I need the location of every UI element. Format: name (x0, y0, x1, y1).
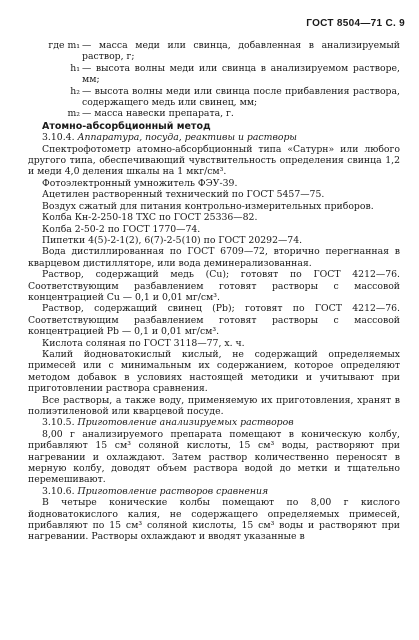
definition-text: — высота волны меди или свинца в анализируемом растворе, мм; (82, 62, 400, 86)
definitions-lead: где (48, 40, 65, 51)
subsection-title: Приготовление растворов сравнения (77, 485, 269, 497)
paragraph: Спектрофотометр атомно-абсорбционный типа «Сатурн» или любого другого типа, обеспечивающий чувствительность определения свинца 1,2 и меди 4,0 деления шкалы на 1 мкг/см³. (28, 143, 400, 178)
paragraph: Калий йодноватокислый кислый, не содержащий определяемых примесей или с минимальным их содержанием, которое определяют методом добавок в условиях настоящей методики и учитывают при приготовлении раствора сравнения. (28, 348, 400, 395)
definition-row (28, 86, 400, 109)
paragraph: Ацетилен растворенный технический по ГОСТ 5457—75. (42, 189, 325, 201)
definition-text: — высота волны меди или свинца после прибавления раствора, содержащего медь или свинец, мм; (82, 85, 400, 109)
paragraph: Колба 2-50-2 по ГОСТ 1770—74. (42, 223, 201, 235)
paragraph: Кислота соляная по ГОСТ 3118—77, х. ч. (42, 337, 245, 349)
paragraph: 8,00 г анализируемого препарата помещают в коническую колбу, прибавляют 15 см³ соляной кислоты, 15 см³ воды, растворяют при нагревании и охлаждают. Затем раствор количественно переносят в мерную колбу, доводят объем раствора водой до метки и тщательно перемешивают. (28, 428, 400, 486)
subsection-heading-3106 (42, 486, 400, 497)
definitions-block (28, 40, 400, 120)
paragraph: В четыре конические колбы помещают по 8,00 г кислого йодноватокислого калия, не содержащего определяемых примесей, прибавляют по 15 см³ соляной кислоты, 15 см³ воды и растворяют при нагревании. Растворы охлаждают и вводят указанные в (28, 497, 400, 543)
paragraph: Пипетки 4(5)-2-1(2), 6(7)-2-5(10) по ГОСТ 20292—74. (42, 234, 303, 246)
subsection-title: Аппаратура, посуда, реактивы и растворы (77, 132, 297, 144)
definition-row (28, 108, 400, 119)
paragraph: Раствор, содержащий свинец (Pb); готовят по ГОСТ 4212—76. Соответствующим разбавлением готовят растворы с массовой концентрацией Pb — 0,1 и 0,01 мг/см³. (28, 303, 400, 338)
symbol-h1: h₁ (70, 62, 80, 74)
symbol-h2: h₂ (70, 85, 80, 97)
page-header: ГОСТ 8504—71 С. 9 (306, 18, 405, 29)
subsection-number: 3.10.6. (42, 485, 75, 497)
subsection-title: Приготовление анализируемых растворов (77, 417, 294, 429)
definition-row (28, 40, 400, 63)
definition-text: — масса навески препарата, г. (82, 108, 234, 120)
subsection-number: 3.10.5. (42, 417, 75, 429)
subsection-heading-3105 (42, 417, 400, 428)
page-content (28, 40, 400, 543)
symbol-m2: m₂ (67, 108, 80, 120)
section-title: Атомно-абсорбционный метод (42, 120, 211, 132)
subsection-number: 3.10.4. (42, 132, 75, 144)
paragraph: Воздух сжатый для питания контрольно-измерительных приборов. (42, 200, 374, 212)
paragraph: Все растворы, а также воду, применяемую их приготовления, хранят в полиэтиленовой или кварцевой посуде. (28, 394, 400, 417)
definition-text: — масса меди или свинца, добавленная в анализируемый раствор, г; (82, 40, 400, 63)
paragraph: Колба Кн-2-250-18 ТХС по ГОСТ 25336—82. (42, 212, 258, 224)
paragraph: Раствор, содержащий медь (Cu); готовят по ГОСТ 4212—76. Соответствующим разбавлением готовят растворы с массовой концентрацией Cu — 0,1 и 0,01 мг/см³. (28, 269, 400, 303)
paragraph: Фотоэлектронный умножитель ФЭУ-39. (42, 177, 238, 189)
subsection-heading-3104 (42, 132, 400, 143)
paragraph: Вода дистиллированная по ГОСТ 6709—72, вторично перегнанная в кварцевом дистилляторе, или вода деминерализованная. (28, 246, 400, 269)
definition-row (28, 63, 400, 86)
definition-symbol (28, 40, 82, 63)
symbol-m1: m₁ (67, 40, 80, 51)
